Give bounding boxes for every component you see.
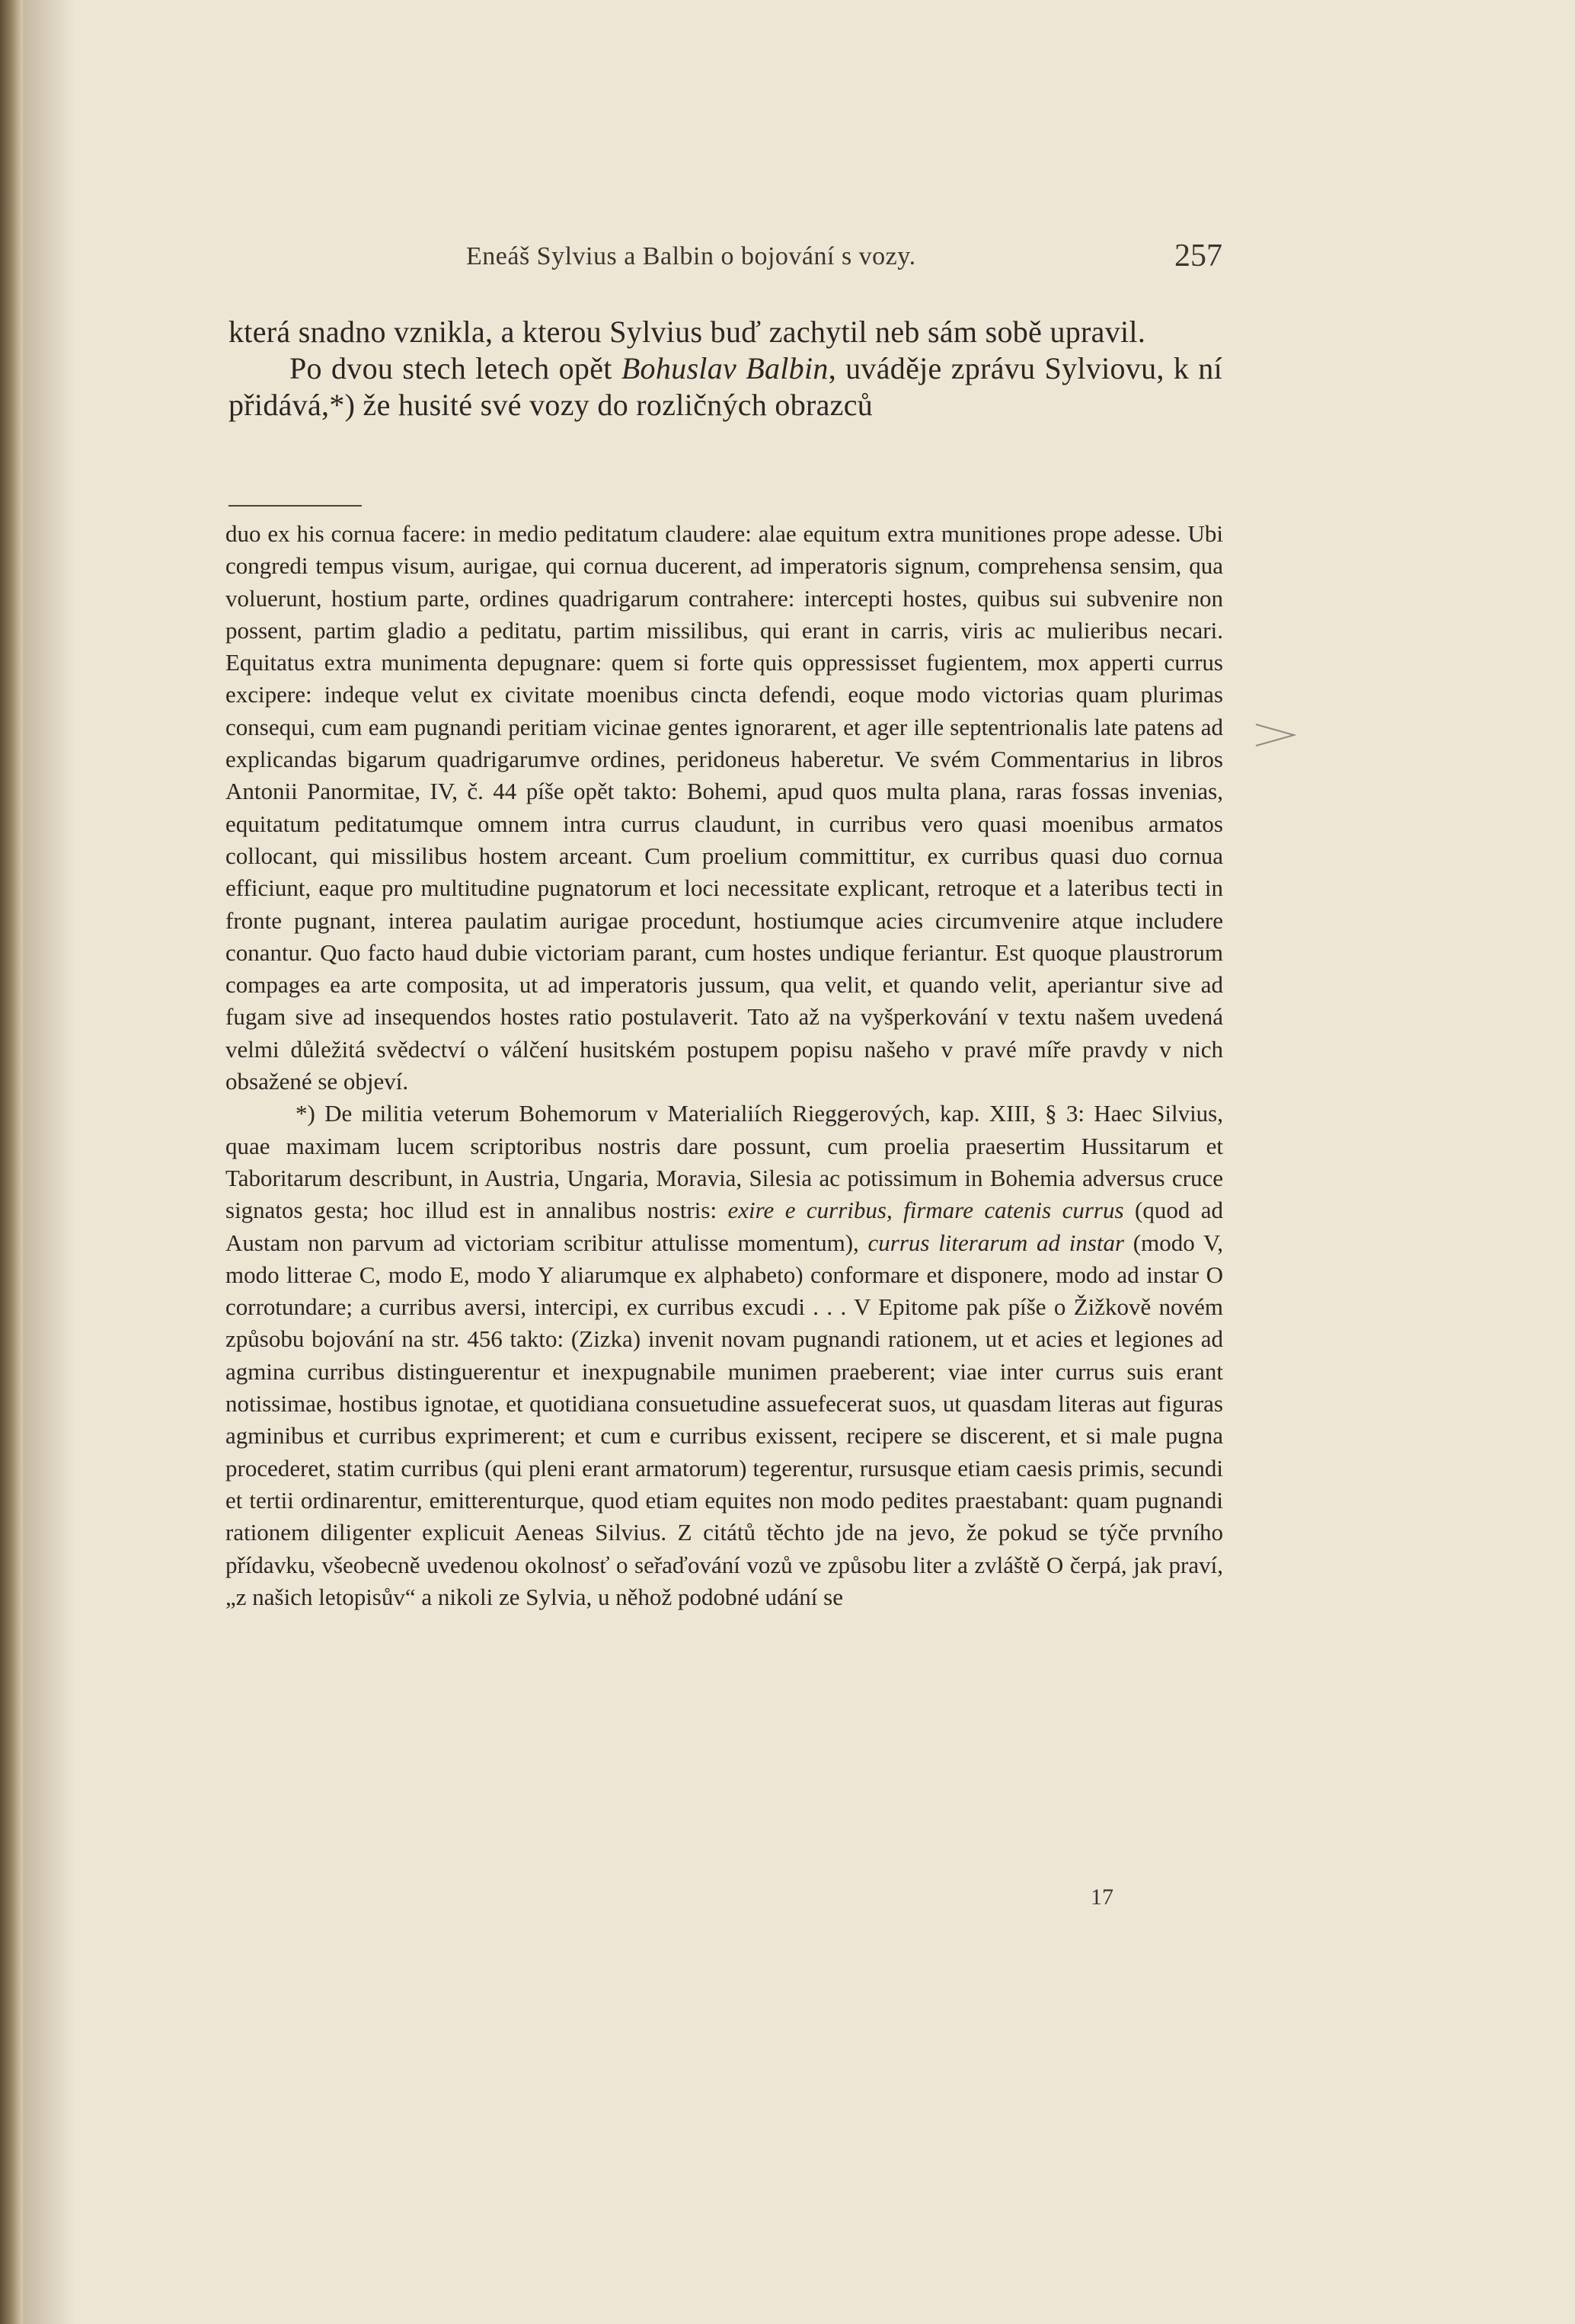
- author-name-balbin: Bohuslav Balbin: [621, 351, 829, 385]
- gathering-mark: 17: [1091, 1884, 1113, 1910]
- page-header: [228, 235, 1222, 280]
- main-text: [228, 314, 1222, 424]
- main-paragraph-2-end: , uváděje zprávu Sylviovu, k ní přidává,*) že husité své vozy do rozličných obrazců: [228, 351, 1222, 422]
- footnote-star-text-c: (modo V, modo litterae C, modo E, modo Y aliarumque ex alphabeto) conformare et disponere, modo ad instar O corrotundare; a curribus aversi, intercipi, ex curribus excudi . . . V Epitome pak píše o Žižkově novém způsobu bojování na str. 456 takto: (Zizka) invenit novam pugnandi rationem, ut et acies et legiones ad agmina curribus distinguerentur et inexpugnabile munimen praeberent; viae inter currus suis erant notissimae, hostibus ignotae, et quotidiana consuetudine assuefecerat suos, ut quasdam literas aut figuras agminibus et curribus exprimerent; et cum e curribus exissent, recipere se discerent, et si male pugna procederet, statim curribus (qui pleni erant armatorum) tegerentur, rursusque etiam caesis primis, secundi et tertii ordinarentur, emitterenturque, quod etiam equites non modo pedites praestabant: quam pugnandi rationem diligenter explicuit Aeneas Silvius. Z citátů těchto jde na jevo, že pokud se týče prvního přídavku, všeobecně uvedenou okolnosť o seřaďování vozů ve způsobu liter a zvláště O čerpá, jak praví, „z našich letopisův“ a nikoli ze Sylvia, u něhož podobné udání se: [225, 1229, 1224, 1610]
- footnotes: [225, 518, 1223, 1613]
- footnote-continuation-commentarius: Ve svém Commentarius in libros Antonii Panormitae, IV, č. 44 píše opět takto: Bohemi, apud quos multa plana, raras fossas invenias, equitatum peditatumque omnem intra currus claudunt, in curribus vero quasi moenibus armatos collocant, qui missilibus hostem arceant. Cum proelium committitur, ex curribus quasi duo cornua efficiunt, eaque pro multitudine pugnatorum et loci necessitate explicant, retroque et a lateribus tecti in fronte pugnant, interea paulatim aurigae procedunt, hostiumque acies circumvenire atque includere conantur. Quo facto haud dubie victoriam parant, cum hostes undique feriantur. Est quoque plaustrorum compages ea arte composita, ut ad imperatoris jussum, qua velit, et quando velit, aperiantur sive ad fugam sive ad insequendos hostes ratio postulaverit. Tato až na vyšperkování v textu našem uvedená velmi důležitá svědectví o válčení husitském postupem popisu našeho v pravé míře pravdy v nich obsažené se objeví.: [225, 746, 1223, 1095]
- footnote-continuation-latin: duo ex his cornua facere: in medio peditatum claudere: alae equitum extra munitiones prope adesse. Ubi congredi tempus visum, aurigae, qui cornua ducerent, ad imperatoris signum, comprehensa sensim, qua voluerunt, hostium parte, ordines quadrigarum contrahere: intercepti hostes, quibus sui subvenire non possent, partim gladio a peditatu, partim missilibus, qui erant in carris, viris ac mulieribus necari. Equitatus extra munimenta depugnare: quem si forte quis oppressisset fugientem, mox apperti currus excipere: indeque velut ex civitate moenibus cincta defendi, eoque modo victorias quam plurimas consequi, cum eam pugnandi peritiam vicinae gentes ignorarent, et ager ille septentrionalis late patens ad explicandas bigarum quadrigarumve ordines, peridoneus haberetur.: [225, 520, 1223, 773]
- main-paragraph-1: která snadno vznikla, a kterou Sylvius buď zachytil neb sám sobě upravil.: [228, 315, 1146, 349]
- footnote-star-italic-2: currus literarum ad instar: [867, 1229, 1125, 1256]
- footnote-star-text-a: *) De militia veterum Bohemorum v Materialiích Rieggerových, kap. XIII, § 3: Haec Silvius, quae maximam lucem scriptoribus nostris dare possunt, cum proelia praesertim Hussitarum et Taboritarum describunt, in Austria, Ungaria, Moravia, Silesia ac potissimum in Bohemia adversus cruce signatos gesta; hoc illud est in annalibus nostris:: [225, 1100, 1223, 1224]
- main-paragraph-2-start: Po dvou stech letech opět: [289, 351, 621, 385]
- gutter-shadow: [23, 0, 76, 2324]
- footnote-star-text-b: (quod ad Austam non parvum ad victoriam scribitur attulisse momentum),: [225, 1197, 1223, 1256]
- book-binding-edge: [0, 0, 23, 2324]
- footnote-continuation: [225, 518, 1223, 1098]
- footnote-star-italic-1: exire e curribus, firmare catenis currus: [727, 1197, 1124, 1224]
- main-paragraph-2: [228, 350, 1222, 424]
- margin-pencil-mark-icon: [1253, 720, 1299, 750]
- footnote-star: [225, 1098, 1223, 1613]
- page-number: 257: [1174, 238, 1222, 273]
- running-title: Eneáš Sylvius a Balbin o bojování s vozy.: [466, 242, 916, 270]
- footnote-separator-rule: [228, 505, 362, 507]
